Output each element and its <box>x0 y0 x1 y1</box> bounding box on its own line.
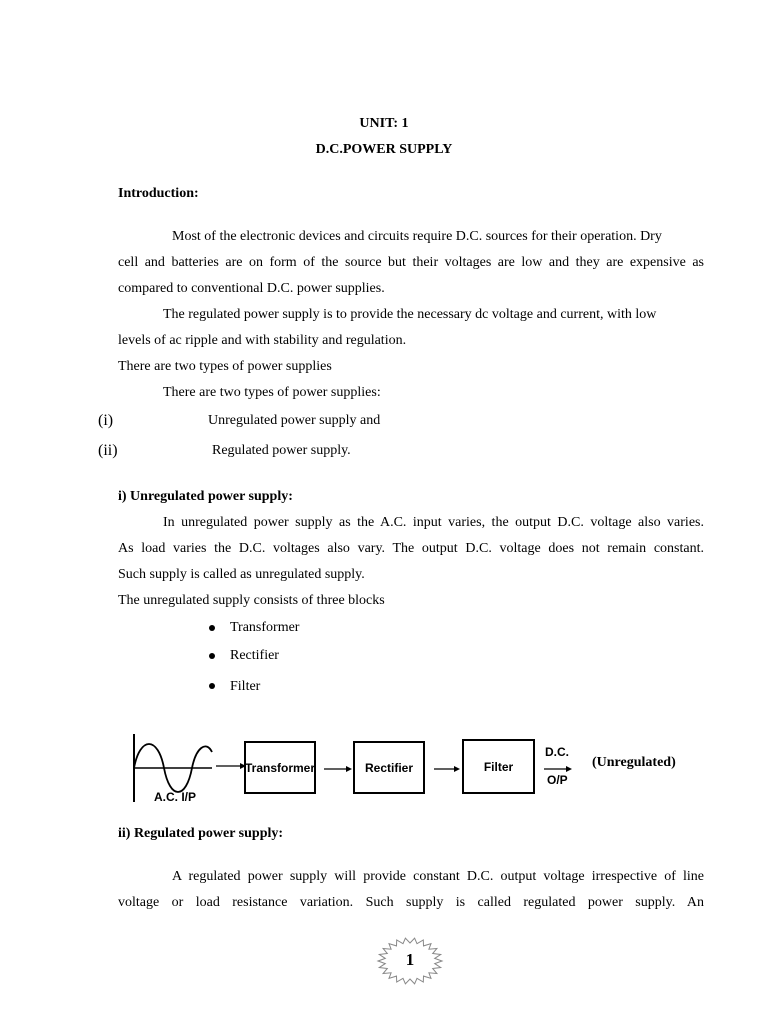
arrowhead <box>454 766 460 772</box>
unregulated-heading: i) Unregulated power supply: <box>118 489 293 504</box>
bullet-dot <box>209 683 215 689</box>
intro-para1-line1: Most of the electronic devices and circuits require D.C. sources for their operation. Dry <box>172 229 662 244</box>
bullet-dot <box>209 625 215 631</box>
diagram-tag: (Unregulated) <box>592 755 676 770</box>
regulated-line2: voltage or load resistance variation. Such supply is called regulated power supply. An <box>118 895 704 910</box>
intro-para1-line3: compared to conventional D.C. power supplies. <box>118 281 385 296</box>
diagram-box-filter: Filter <box>462 739 535 794</box>
diagram-box-transformer: Transformer <box>244 741 316 794</box>
diagram-output-top: D.C. <box>545 745 569 759</box>
arrowhead <box>566 766 572 772</box>
unregulated-line1: In unregulated power supply as the A.C. input varies, the output D.C. voltage also varies. <box>163 515 704 530</box>
page-number: 1 <box>405 950 415 969</box>
bullet-dot <box>209 653 215 659</box>
unregulated-line3: Such supply is called as unregulated supply. <box>118 567 365 582</box>
block-item-rectifier: Rectifier <box>230 648 279 663</box>
arrowhead <box>346 766 352 772</box>
regulated-line1: A regulated power supply will provide constant D.C. output voltage irrespective of line <box>172 869 704 884</box>
block-item-transformer: Transformer <box>230 620 300 635</box>
types-line-indented: There are two types of power supplies: <box>163 385 381 400</box>
blocks-intro: The unregulated supply consists of three blocks <box>118 593 385 608</box>
unit-label: UNIT: 1 <box>359 116 409 131</box>
type-label-1: Unregulated power supply and <box>208 413 381 428</box>
diagram-output-bottom: O/P <box>547 773 568 787</box>
page-title: D.C.POWER SUPPLY <box>315 142 453 157</box>
types-line: There are two types of power supplies <box>118 359 332 374</box>
diagram-box-rectifier: Rectifier <box>353 741 425 794</box>
block-item-filter: Filter <box>230 679 261 694</box>
diagram-input-label: A.C. I/P <box>154 790 197 804</box>
type-numeral-1: (i) <box>98 412 114 429</box>
type-label-2: Regulated power supply. <box>212 443 351 458</box>
intro-para2-line2: levels of ac ripple and with stability and regulation. <box>118 333 407 348</box>
intro-para2-line1: The regulated power supply is to provide the necessary dc voltage and current, with low <box>163 307 657 322</box>
unregulated-line2: As load varies the D.C. voltages also vary. The output D.C. voltage does not remain constant. <box>118 541 704 556</box>
type-numeral-2: (ii) <box>98 442 118 459</box>
intro-para1-line2: cell and batteries are on form of the source but their voltages are low and they are expensive as <box>118 255 704 270</box>
intro-heading: Introduction: <box>118 186 199 201</box>
regulated-heading: ii) Regulated power supply: <box>118 826 284 841</box>
